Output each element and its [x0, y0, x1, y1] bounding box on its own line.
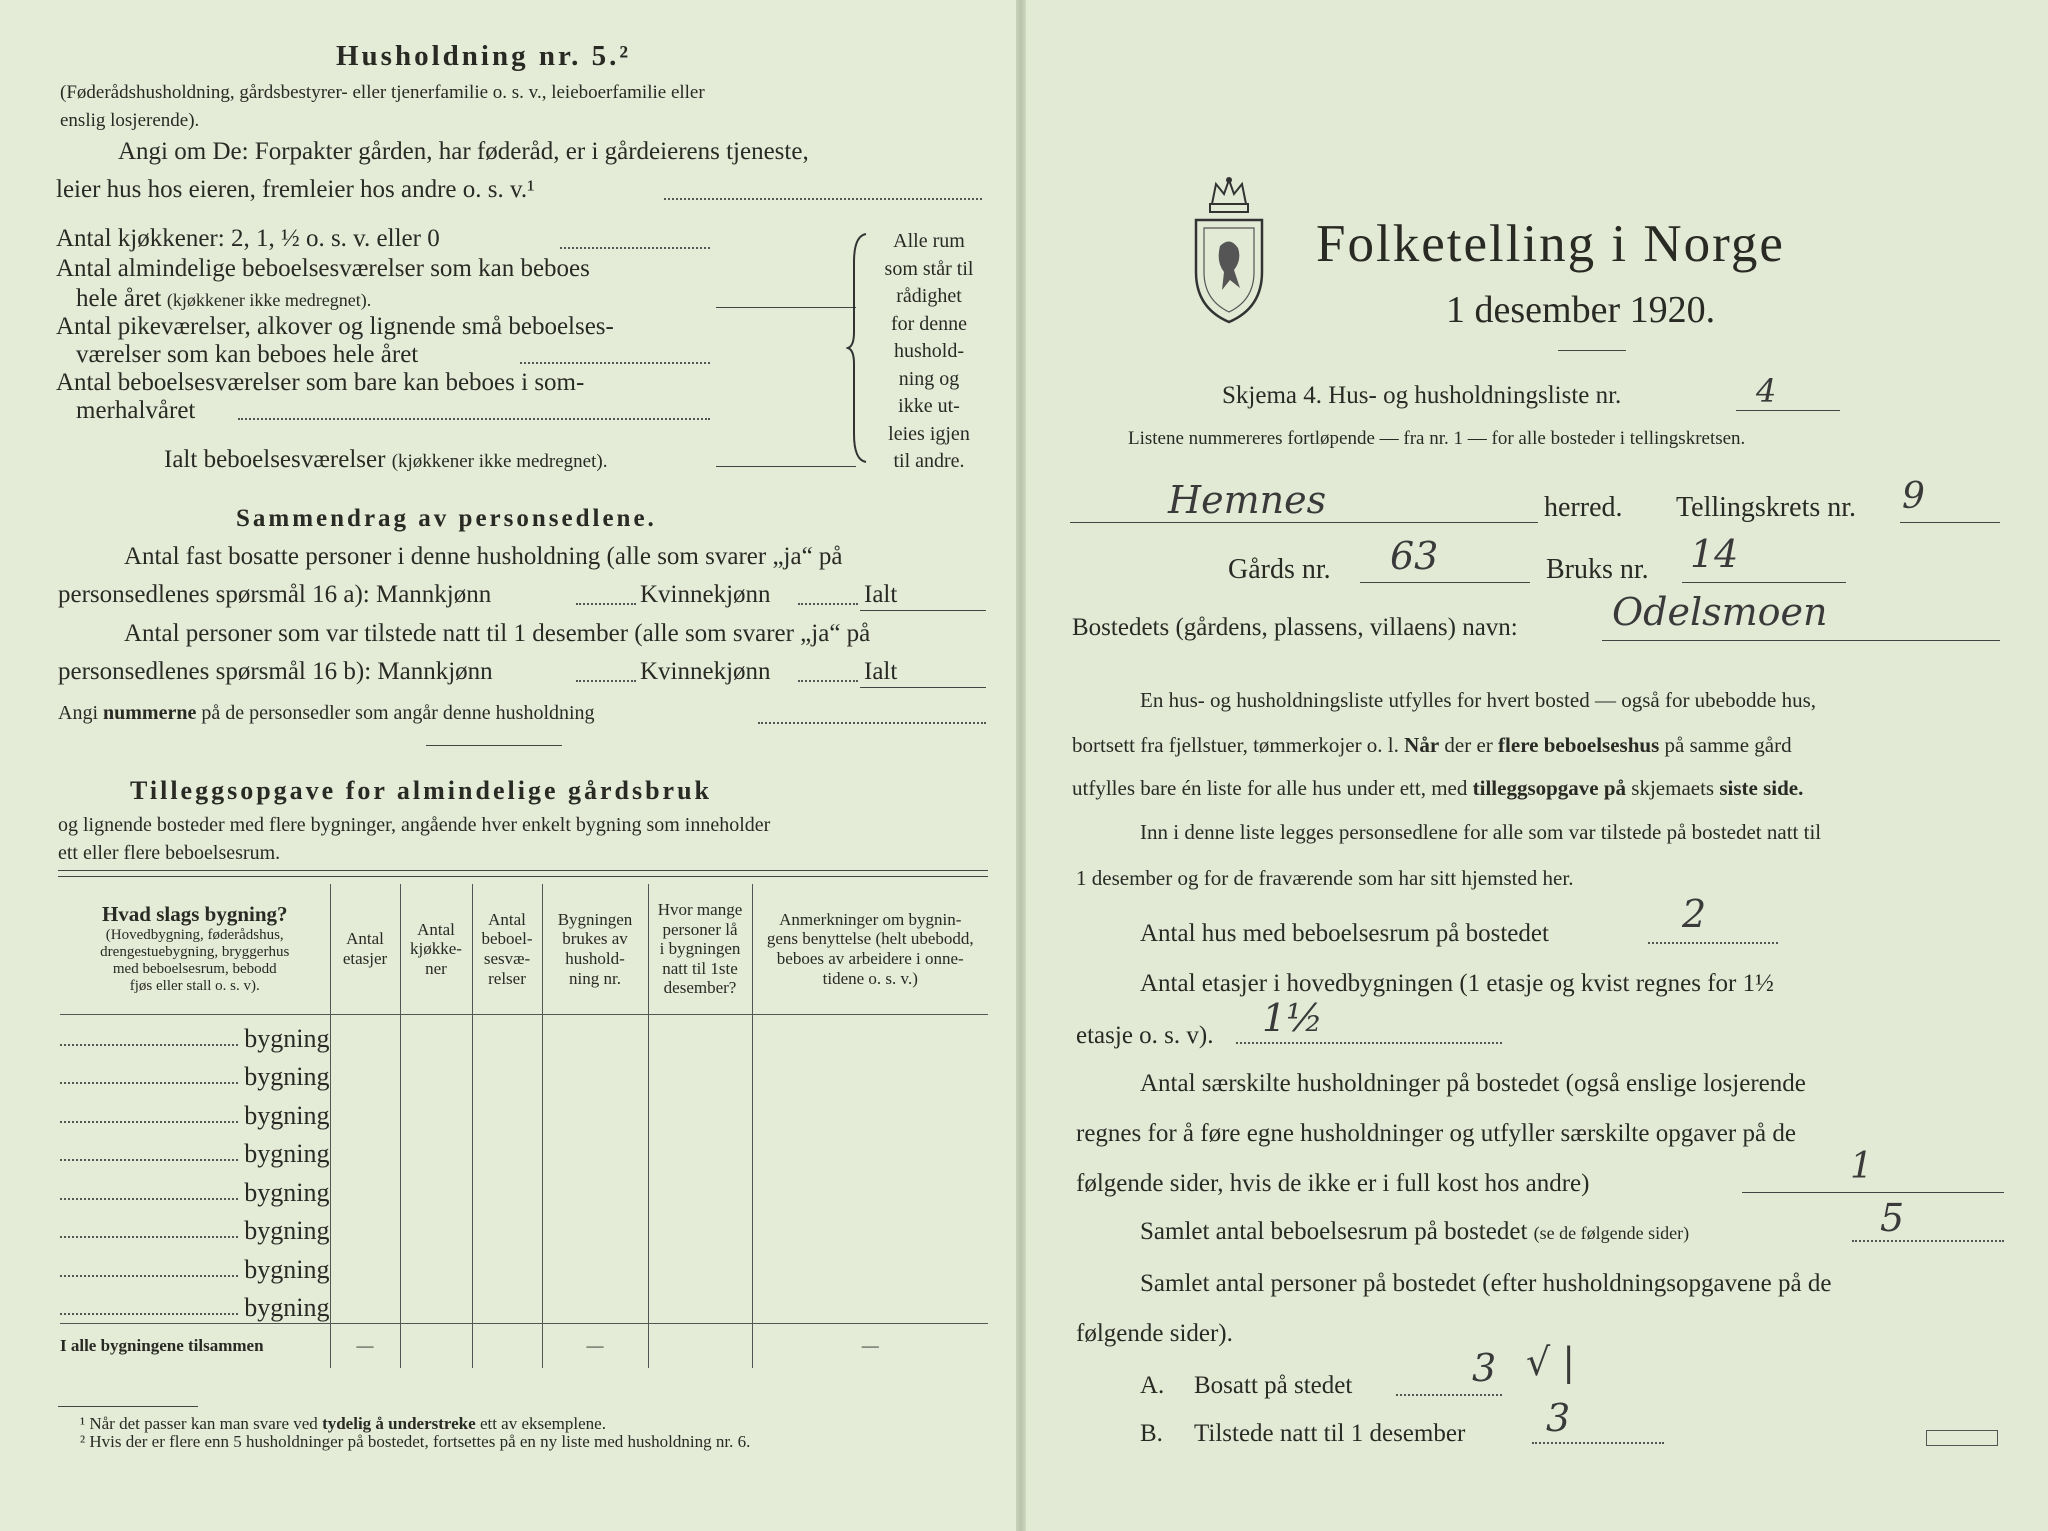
question-line-1: Angi om De: Forpakter gården, har føderåd, er i gårdeierens tjeneste, — [118, 138, 809, 165]
households-line-2: regnes for å føre egne husholdninger og utfyller særskilte opgaver på de — [1076, 1120, 1796, 1147]
info-1-line-3: utfylles bare én liste for alle hus under ett, med tilleggsopgave på skjemaets siste side. — [1072, 776, 1804, 800]
herred-label: herred. — [1544, 492, 1623, 523]
summary-2-total-fill — [860, 687, 986, 688]
households-fill — [1742, 1192, 2004, 1193]
kitchens-fill — [560, 247, 710, 249]
summary-2-line-1: Antal personer som var tilstede natt til 1 desember (alle som svarer „ja“ på — [124, 620, 871, 647]
bruks-value: 14 — [1690, 532, 1739, 576]
table-row: bygning — [60, 1092, 988, 1131]
supplement-line-2: ett eller flere beboelsesrum. — [58, 842, 281, 864]
col-floors: Antal etasjer — [330, 884, 400, 1015]
question-line-2: leier hus hos eieren, fremleier hos andre o. s. v.¹ — [56, 176, 535, 203]
col-kitchens: Antal kjøkke- ner — [400, 884, 472, 1015]
total-rooms-right-value: 5 — [1880, 1196, 1905, 1240]
buildings-table — [60, 884, 988, 1368]
info-1-line-2: bortsett fra fjellstuer, tømmerkojer o. l. Når der er flere beboelseshus på samme gård — [1072, 733, 1792, 757]
gards-fill — [1360, 582, 1530, 583]
rooms-2-line-a: Antal pikeværelser, alkover og lignende små beboelses- — [56, 313, 614, 340]
gards-value: 63 — [1390, 534, 1439, 578]
table-row: bygning — [60, 1208, 988, 1247]
table-row: bygning — [60, 1169, 988, 1208]
brace-note: Alle rum som står til rådighet for denne hushold- ning og ikke ut- leies igjen til andre. — [884, 230, 974, 472]
info-2-line-1: Inn i denne liste legges personsedlene for alle som var tilstede på bostedet natt til — [1140, 820, 1822, 844]
footnote-2: ² Hvis der er flere enn 5 husholdninger på bostedet, fortsettes på en ny liste med husholdning nr. 6. — [80, 1432, 751, 1451]
floors-value: 1½ — [1262, 996, 1324, 1040]
rooms-3-fill — [238, 418, 710, 420]
household-intro-2: enslig losjerende). — [60, 110, 200, 131]
rooms-1-fill — [716, 307, 856, 308]
resident-fill — [1396, 1394, 1502, 1396]
total-rooms-label: Ialt beboelsesværelser (kjøkkener ikke medregnet). — [164, 446, 608, 473]
table-row: bygning — [60, 1131, 988, 1170]
households-value: 1 — [1850, 1146, 1873, 1187]
schema-fill — [1736, 410, 1840, 411]
coat-of-arms-icon — [1190, 176, 1268, 326]
houses-value: 2 — [1682, 892, 1707, 936]
summary-1-male-fill — [576, 603, 636, 605]
summary-2-line-2: personsedlenes spørsmål 16 b): Mannkjønn — [58, 658, 493, 685]
summary-1-female-fill — [798, 603, 858, 605]
schema-value: 4 — [1756, 372, 1777, 410]
bosted-value: Odelsmoen — [1612, 590, 1828, 634]
resident-value: 3 — [1472, 1346, 1497, 1390]
col-remarks: Anmerkninger om bygnin- gens benyttelse (helt ubebodd, beboes av arbeidere i onne- tidene o. s. v.) — [752, 884, 988, 1015]
summary-2-total: Ialt — [864, 658, 898, 685]
floors-line-2: etasje o. s. v). — [1076, 1022, 1214, 1049]
rooms-3-line-b: merhalvåret — [76, 397, 196, 424]
summary-1-total: Ialt — [864, 581, 898, 608]
household-title: Husholdning nr. 5.² — [336, 40, 632, 72]
table-row: bygning — [60, 1054, 988, 1093]
supplement-title: Tilleggsopgave for almindelige gårdsbruk — [130, 776, 713, 805]
bosted-label: Bostedets (gårdens, plassens, villaens) navn: — [1072, 614, 1518, 641]
floors-line-1: Antal etasjer i hovedbygningen (1 etasje og kvist regnes for 1½ — [1140, 970, 1774, 997]
col-rooms: Antal beboel- sesvæ- relser — [472, 884, 542, 1015]
household-intro: (Føderådshusholdning, gårdsbestyrer- eller tjenerfamilie o. s. v., leieboerfamilie eller — [60, 82, 705, 103]
herred-value: Hemnes — [1168, 478, 1327, 522]
krets-value: 9 — [1902, 476, 1925, 517]
question-fill-line — [664, 198, 982, 200]
total-persons-line-1: Samlet antal personer på bostedet (efter husholdningsopgavene på de — [1140, 1270, 1832, 1297]
summary-2-male-fill — [576, 680, 636, 682]
numbers-fill — [758, 722, 986, 724]
resident-check-marks: √ | — [1526, 1340, 1576, 1384]
summary-1-line-1: Antal fast bosatte personer i denne husholdning (alle som svarer „ja“ på — [124, 543, 843, 570]
present-value: 3 — [1546, 1396, 1571, 1440]
summary-title: Sammendrag av personsedlene. — [236, 505, 657, 532]
bruks-fill — [1682, 582, 1846, 583]
col-building-type: Hvad slags bygning? (Hovedbygning, føderådshus, drengestuebygning, bryggerhus med beboelsesrum, bebodd fjøs eller stall o. s. v). — [60, 884, 330, 1015]
summary-1-line-2: personsedlenes spørsmål 16 a): Mannkjønn — [58, 581, 492, 608]
census-date: 1 desember 1920. — [1446, 289, 1716, 331]
info-2-line-2: 1 desember og for de fraværende som har sitt hjemsted her. — [1076, 866, 1574, 890]
rooms-2-fill — [520, 362, 710, 364]
rooms-1-line-b: hele året (kjøkkener ikke medregnet). — [76, 285, 372, 312]
table-top-rule-2 — [58, 876, 988, 877]
summary-divider — [426, 745, 562, 746]
footnote-rule — [58, 1406, 198, 1407]
col-household-no: Bygningen brukes av hushold- ning nr. — [542, 884, 648, 1015]
households-line-3: følgende sider, hvis de ikke er i full kost hos andre) — [1076, 1170, 1590, 1197]
bruks-label: Bruks nr. — [1546, 554, 1649, 585]
supplement-line-1: og lignende bosteder med flere bygninger, angående hver enkelt bygning som inneholder — [58, 814, 771, 836]
table-row: bygning — [60, 1246, 988, 1285]
numbering-note: Listene nummereres fortløpende — fra nr. 1 — for alle bosteder i tellingskretsen. — [1128, 428, 1746, 449]
rooms-2-line-b: værelser som kan beboes hele året — [76, 341, 419, 368]
table-row: bygning — [60, 1015, 988, 1054]
table-top-rule-1 — [58, 870, 988, 871]
total-rooms-fill — [716, 466, 856, 467]
resident-label: Bosatt på stedet — [1194, 1372, 1353, 1399]
numbers-label: Angi nummerne på de personsedler som angår denne husholdning — [58, 702, 595, 724]
herred-fill — [1070, 522, 1538, 523]
bosted-fill — [1602, 640, 2000, 641]
census-title: Folketelling i Norge — [1316, 215, 1785, 273]
total-rooms-right-label: Samlet antal beboelsesrum på bostedet (se de følgende sider) — [1140, 1218, 1690, 1245]
resident-label-letter: A. — [1140, 1372, 1165, 1399]
total-rooms-right-fill — [1852, 1240, 2004, 1242]
col-persons: Hvor mange personer lå i bygningen natt til 1ste desember? — [648, 884, 752, 1015]
title-divider — [1558, 350, 1626, 351]
present-label-letter: B. — [1140, 1420, 1163, 1447]
present-label: Tilstede natt til 1 desember — [1194, 1420, 1466, 1447]
krets-label: Tellingskrets nr. — [1676, 492, 1857, 523]
summary-1-female: Kvinnekjønn — [640, 581, 771, 608]
houses-fill — [1648, 942, 1778, 944]
footnote-1: ¹ Når det passer kan man svare ved tydelig å understreke ett av eksemplene. — [80, 1414, 606, 1433]
table-row: bygning — [60, 1285, 988, 1324]
summary-1-total-fill — [860, 610, 986, 611]
rooms-1-line-a: Antal almindelige beboelsesværelser som kan beboes — [56, 255, 590, 282]
krets-fill — [1900, 522, 2000, 523]
summary-2-female-fill — [798, 680, 858, 682]
households-line-1: Antal særskilte husholdninger på bostedet (også enslige losjerende — [1140, 1070, 1806, 1097]
schema-label: Skjema 4. Hus- og husholdningsliste nr. — [1222, 382, 1622, 409]
summary-2-female: Kvinnekjønn — [640, 658, 771, 685]
table-total-row: I alle bygningene tilsammen — — — — [60, 1324, 988, 1369]
gards-label: Gårds nr. — [1228, 554, 1331, 585]
printer-stamp — [1926, 1430, 1998, 1446]
kitchens-label: Antal kjøkkener: 2, 1, ½ o. s. v. eller 0 — [56, 225, 440, 252]
present-fill — [1532, 1442, 1664, 1444]
page-fold — [1016, 0, 1026, 1531]
total-persons-line-2: følgende sider). — [1076, 1320, 1233, 1347]
floors-fill — [1236, 1042, 1502, 1044]
info-1-line-1: En hus- og husholdningsliste utfylles for hvert bosted — også for ubebodde hus, — [1140, 688, 1816, 712]
rooms-3-line-a: Antal beboelsesværelser som bare kan beboes i som- — [56, 369, 585, 396]
houses-label: Antal hus med beboelsesrum på bostedet — [1140, 920, 1549, 947]
